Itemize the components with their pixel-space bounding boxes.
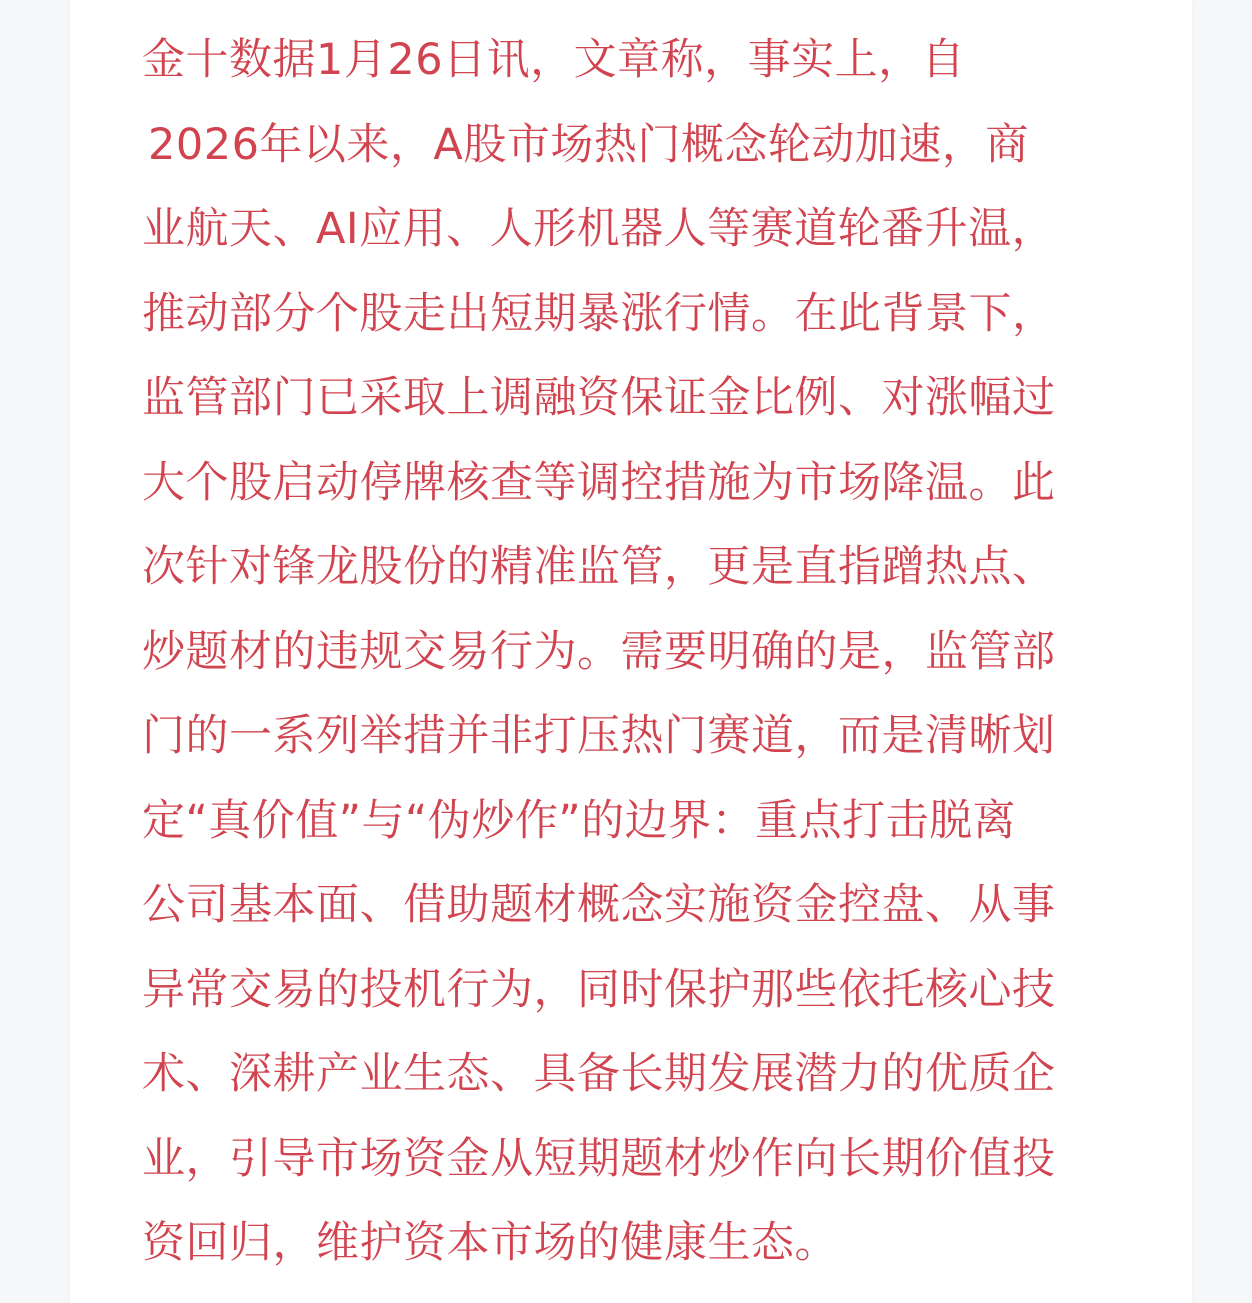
article-line: 业，引导市场资金从短期题材炒作向长期价值投 — [142, 1133, 1056, 1184]
article-line: 次针对锋龙股份的精准监管，更是直指蹭热点、 — [142, 542, 1056, 592]
article-line: 术、深耕产业生态、具备长期发展潜力的优质企 — [142, 1049, 1056, 1099]
article-line: 门的一系列举措并非打压热门赛道，而是清晰划 — [142, 711, 1056, 761]
article-line: 炒题材的违规交易行为。需要明确的是，监管部 — [142, 626, 1056, 677]
article-line: 业航天、AI应用、人形机器人等赛道轮番升温， — [142, 204, 1056, 254]
article-body — [142, 18, 1132, 1286]
article-line: 金十数据1月26日讯，文章称，事实上，自 — [142, 35, 966, 85]
article-line: 推动部分个股走出短期暴涨行情。在此背景下， — [142, 288, 1056, 339]
article-line: 资回归，维护资本市场的健康生态。 — [142, 1218, 838, 1268]
article-line: 2026年以来，A股市场热门概念轮动加速，商 — [148, 119, 1029, 170]
article-line: 异常交易的投机行为，同时保护那些依托核心技 — [142, 964, 1056, 1015]
article-line: 监管部门已采取上调融资保证金比例、对涨幅过 — [142, 373, 1056, 423]
article-line: 大个股启动停牌核查等调控措施为市场降温。此 — [142, 457, 1056, 508]
article-line: 定“真价值”与“伪炒作”的边界：重点打击脱离 — [142, 795, 1017, 846]
article-line: 公司基本面、借助题材概念实施资金控盘、从事 — [142, 880, 1056, 930]
